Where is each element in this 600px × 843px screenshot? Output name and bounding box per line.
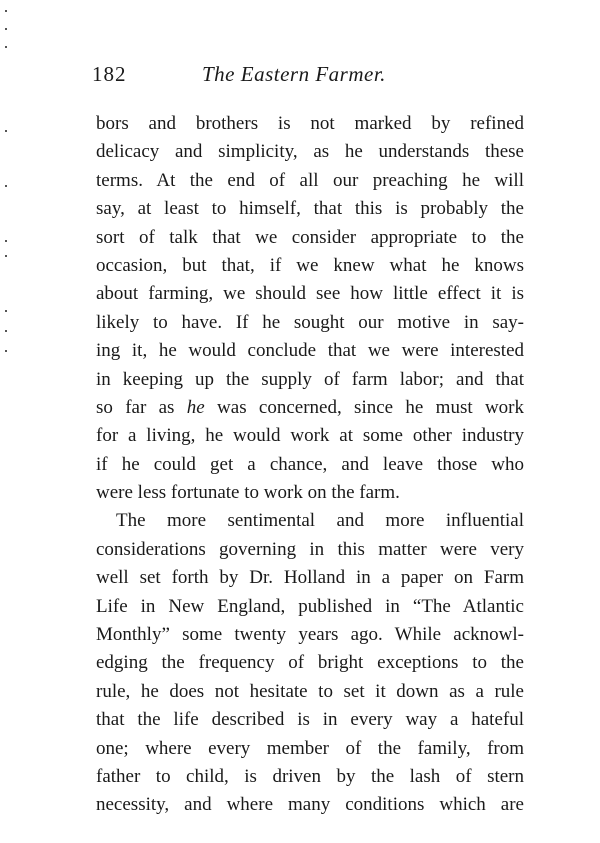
text-line: well set forth by Dr. Holland in a paper on Farm	[96, 567, 524, 589]
paragraph	[96, 507, 524, 819]
text-line: The more sentimental and more influential	[116, 510, 524, 532]
text-line: one; where every member of the family, from	[96, 737, 524, 759]
text-line: occasion, but that, if we knew what he knows	[96, 254, 524, 276]
scan-mark	[5, 10, 7, 12]
text-line: that the life described is in every way a hateful	[96, 709, 524, 731]
text-segment: so far as	[96, 396, 187, 418]
text-line: in keeping up the supply of farm labor; and that	[96, 368, 524, 390]
italic-word: he	[186, 396, 205, 418]
scan-mark	[5, 240, 7, 242]
text-line: considerations governing in this matter were very	[96, 538, 524, 560]
scan-mark	[5, 310, 7, 312]
paragraph	[96, 110, 524, 507]
text-line: ing it, he would conclude that we were interested	[96, 340, 524, 362]
text-line: edging the frequency of bright exceptions to the	[96, 652, 524, 674]
scan-mark	[5, 255, 7, 257]
text-line-with-italic	[96, 394, 524, 422]
body-text	[96, 110, 524, 820]
text-line: likely to have. If he sought our motive in say-	[96, 311, 524, 333]
text-line: sort of talk that we consider appropriate to the	[96, 226, 524, 248]
text-line: terms. At the end of all our preaching he will	[96, 169, 524, 191]
text-line: Life in New England, published in “The Atlantic	[96, 595, 524, 617]
text-line: necessity, and where many conditions which are	[96, 794, 524, 816]
scan-mark	[5, 185, 7, 187]
text-line: about farming, we should see how little effect it is	[96, 283, 524, 305]
text-line: were less fortunate to work on the farm.	[96, 482, 400, 504]
scan-mark	[5, 330, 7, 332]
text-segment: was concerned, since he must work	[204, 396, 524, 418]
scan-mark	[5, 130, 7, 132]
scan-mark	[5, 28, 7, 30]
text-line: bors and brothers is not marked by refined	[96, 113, 524, 134]
scan-mark	[5, 46, 7, 48]
page-number: 182	[92, 62, 127, 86]
margin-scan-marks	[3, 10, 11, 410]
page-header	[92, 62, 522, 92]
scan-mark	[5, 350, 7, 352]
text-line: for a living, he would work at some other industry	[96, 425, 524, 447]
text-line: delicacy and simplicity, as he understands these	[96, 141, 524, 163]
text-line: father to child, is driven by the lash of stern	[96, 765, 524, 787]
text-line: Monthly” some twenty years ago. While acknowl-	[96, 624, 524, 646]
text-line: say, at least to himself, that this is probably the	[96, 198, 524, 220]
text-line: rule, he does not hesitate to set it down as a rule	[96, 680, 524, 702]
text-line: if he could get a chance, and leave those who	[96, 453, 524, 475]
running-title: The Eastern Farmer.	[202, 62, 386, 86]
